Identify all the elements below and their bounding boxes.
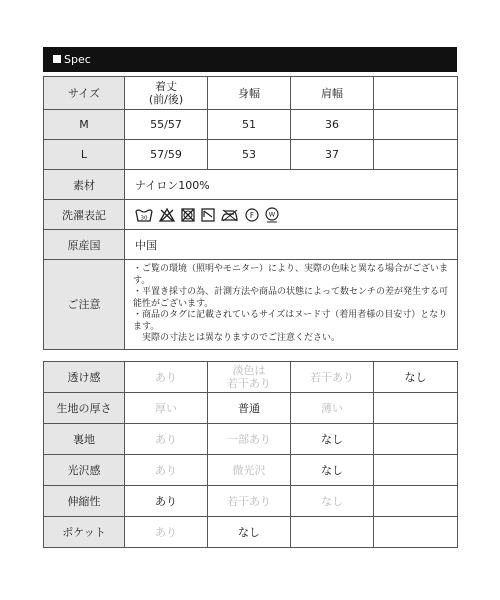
feel-option-selected: 普通: [208, 393, 291, 424]
origin-value: 中国: [125, 230, 458, 260]
empty-cell: [374, 140, 458, 170]
svg-text:F: F: [249, 210, 255, 220]
header-empty: [374, 77, 458, 110]
feel-option-selected: なし: [291, 455, 374, 486]
feel-option: [291, 517, 374, 548]
feel-option: 若干あり: [291, 362, 374, 393]
length-cell: 57/59: [125, 140, 208, 170]
feel-option: 若干あり: [208, 486, 291, 517]
notes-label: ご注意: [44, 260, 125, 350]
feel-option: [374, 455, 458, 486]
table-row: [44, 140, 458, 170]
no-tumble-dry-icon: [181, 208, 195, 222]
feel-option: 微光沢: [208, 455, 291, 486]
square-icon: [53, 55, 61, 63]
feel-label: 生地の厚さ: [44, 393, 125, 424]
feel-option-selected: なし: [291, 424, 374, 455]
note-line: ・商品のタグに記載されているサイズはヌード寸（着用者様の目安寸）となります。: [133, 310, 448, 332]
feel-option: 一部あり: [208, 424, 291, 455]
header-size: サイズ: [44, 77, 125, 110]
table-row: [44, 455, 458, 486]
feel-label: 光沢感: [44, 455, 125, 486]
fabric-feel-table: [43, 361, 458, 548]
feel-option-selected: なし: [374, 362, 458, 393]
svg-text:W: W: [268, 210, 276, 219]
care-symbols: [125, 200, 458, 230]
note-line: 実際の寸法とは異なりますのでご注意ください。: [133, 333, 341, 343]
note-line: ・平置き採寸の為、計測方法や商品の状態によって数センチの差が発生する可能性がございます。: [133, 287, 449, 309]
width-cell: 51: [208, 110, 291, 140]
feel-option: 薄い: [291, 393, 374, 424]
header-shoulder: 肩幅: [291, 77, 374, 110]
notes-text: [125, 260, 458, 350]
feel-label: 裏地: [44, 424, 125, 455]
feel-label: 透け感: [44, 362, 125, 393]
size-table: [43, 76, 458, 350]
table-row: [44, 393, 458, 424]
table-row: [44, 110, 458, 140]
dry-clean-f-icon: [245, 208, 259, 222]
feel-option: [374, 517, 458, 548]
width-cell: 53: [208, 140, 291, 170]
care-label: 洗濯表記: [44, 200, 125, 230]
spec-title: Spec: [64, 53, 91, 66]
feel-option-selected: あり: [125, 486, 208, 517]
feel-option: 淡色は 若干あり: [208, 362, 291, 393]
table-row: [44, 424, 458, 455]
wash-30-icon: [135, 208, 153, 222]
wet-clean-w-icon: [265, 207, 279, 223]
header-width: 身幅: [208, 77, 291, 110]
feel-option: あり: [125, 362, 208, 393]
iron-low-icon: [221, 208, 239, 222]
feel-label: 伸縮性: [44, 486, 125, 517]
table-row: [44, 486, 458, 517]
table-row: [44, 362, 458, 393]
feel-option: あり: [125, 424, 208, 455]
feel-option: 厚い: [125, 393, 208, 424]
note-line: ・ご覧の環境（照明やモニター）により、実際の色味と異なる場合がございます。: [133, 264, 449, 286]
material-value: ナイロン100%: [125, 170, 458, 200]
feel-option: [374, 393, 458, 424]
material-label: 素材: [44, 170, 125, 200]
spec-header: [43, 47, 457, 72]
header-length: 着丈 (前/後): [125, 77, 208, 110]
line-dry-icon: [201, 208, 215, 222]
feel-label: ポケット: [44, 517, 125, 548]
size-cell: L: [44, 140, 125, 170]
feel-option: あり: [125, 455, 208, 486]
feel-option: あり: [125, 517, 208, 548]
shoulder-cell: 37: [291, 140, 374, 170]
table-row: [44, 517, 458, 548]
feel-option: [374, 486, 458, 517]
svg-text:30: 30: [140, 215, 148, 221]
length-cell: 55/57: [125, 110, 208, 140]
origin-label: 原産国: [44, 230, 125, 260]
feel-option-selected: なし: [208, 517, 291, 548]
shoulder-cell: 36: [291, 110, 374, 140]
empty-cell: [374, 110, 458, 140]
size-cell: M: [44, 110, 125, 140]
no-bleach-icon: [159, 208, 175, 222]
feel-option: なし: [291, 486, 374, 517]
feel-option: [374, 424, 458, 455]
